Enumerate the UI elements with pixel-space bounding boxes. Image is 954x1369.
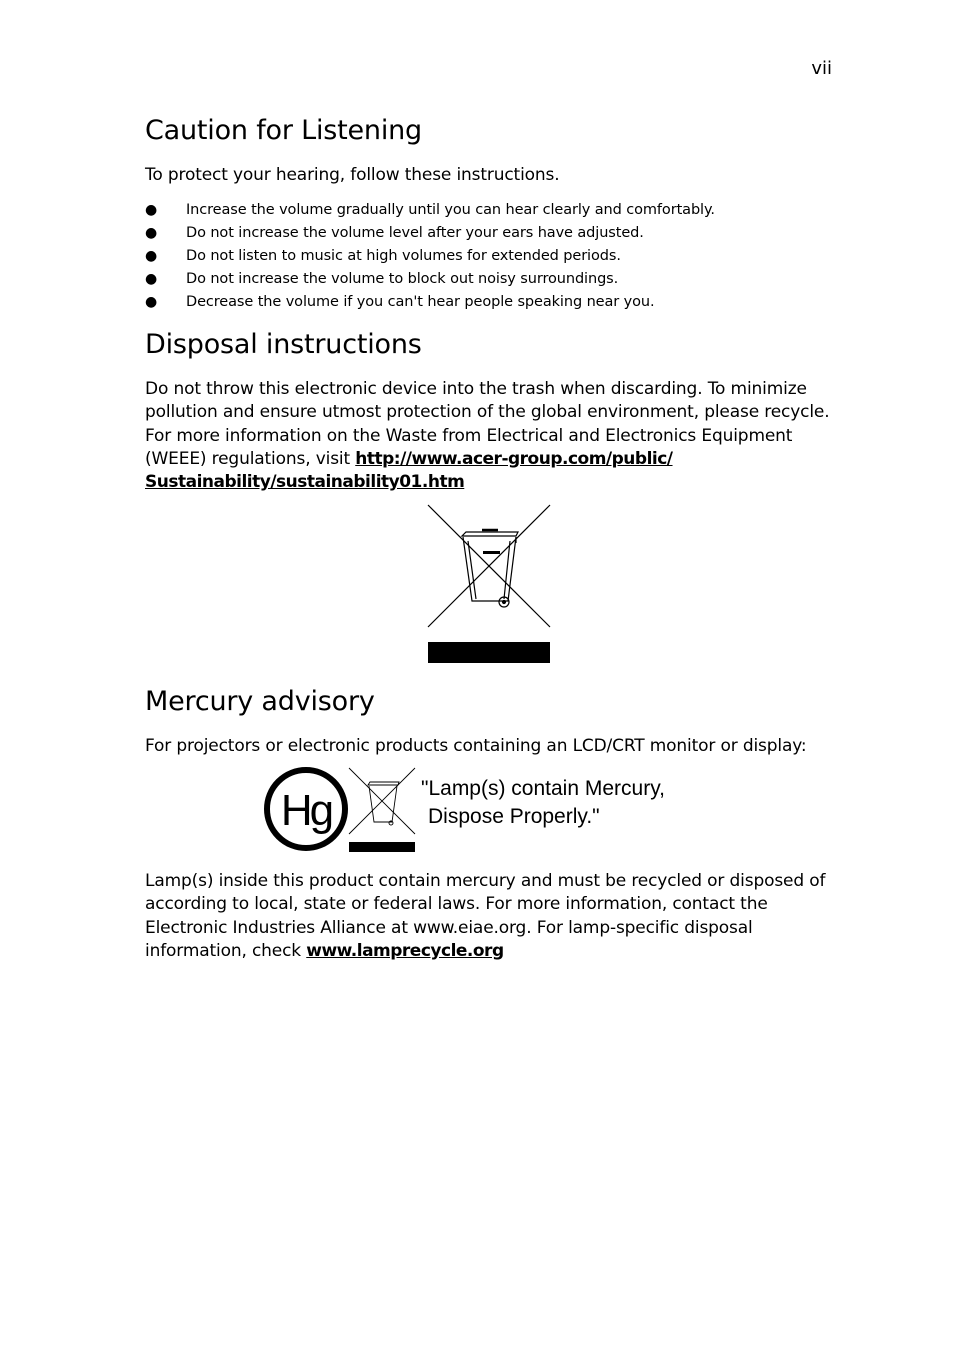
- bullet-icon: ●: [145, 202, 158, 218]
- mercury-heading: Mercury advisory: [145, 686, 375, 717]
- mercury-hg-icon: [262, 765, 422, 855]
- list-item: [145, 200, 835, 223]
- mercury-caption-line2: Dispose Properly.": [428, 805, 600, 828]
- disposal-text: Do not throw this electronic device into the trash when discarding. To minimize pollution and ensure utmost protection of the global environment, please recycle. For more information on the Waste from Electrical and Electronics Equipment (WEEE) regulations, visit: [145, 379, 830, 469]
- caution-heading: Caution for Listening: [145, 115, 422, 146]
- bullet-icon: ●: [145, 248, 158, 264]
- lamp-disposal-paragraph: [145, 870, 835, 963]
- bullet-text: Decrease the volume if you can't hear people speaking near you.: [186, 294, 655, 310]
- caution-bullet-list: [145, 200, 835, 315]
- page-number: vii: [811, 58, 832, 79]
- mercury-caption-line1: "Lamp(s) contain Mercury,: [421, 777, 665, 800]
- bullet-text: Do not listen to music at high volumes for extended periods.: [186, 248, 621, 264]
- caution-intro: To protect your hearing, follow these instructions.: [145, 165, 560, 185]
- weee-link-part1[interactable]: http://www.acer-group.com/public/: [355, 448, 673, 469]
- bullet-icon: ●: [145, 225, 158, 241]
- list-item: [145, 292, 835, 315]
- bullet-text: Do not increase the volume level after your ears have adjusted.: [186, 225, 644, 241]
- weee-link-part2[interactable]: Sustainability/sustainability01.htm: [145, 472, 465, 493]
- list-item: [145, 246, 835, 269]
- hg-symbol-text: Hg: [280, 786, 332, 835]
- bullet-icon: ●: [145, 271, 158, 287]
- bullet-text: Increase the volume gradually until you can hear clearly and comfortably.: [186, 202, 715, 218]
- lamp-disposal-text: Lamp(s) inside this product contain mercury and must be recycled or disposed of according to local, state or federal laws. For more information, contact the Electronic Industries Alliance at www.eiae.org. For lamp-specific disposal information, check: [145, 871, 826, 961]
- list-item: [145, 223, 835, 246]
- list-item: [145, 269, 835, 292]
- disposal-heading: Disposal instructions: [145, 329, 422, 360]
- mercury-intro: For projectors or electronic products containing an LCD/CRT monitor or display:: [145, 736, 807, 756]
- disposal-paragraph: [145, 378, 835, 494]
- lamprecycle-link[interactable]: www.lamprecycle.org: [306, 940, 504, 961]
- bullet-text: Do not increase the volume to block out noisy surroundings.: [186, 271, 619, 287]
- bullet-icon: ●: [145, 294, 158, 310]
- crossed-out-wheelie-bin-icon: [426, 503, 552, 665]
